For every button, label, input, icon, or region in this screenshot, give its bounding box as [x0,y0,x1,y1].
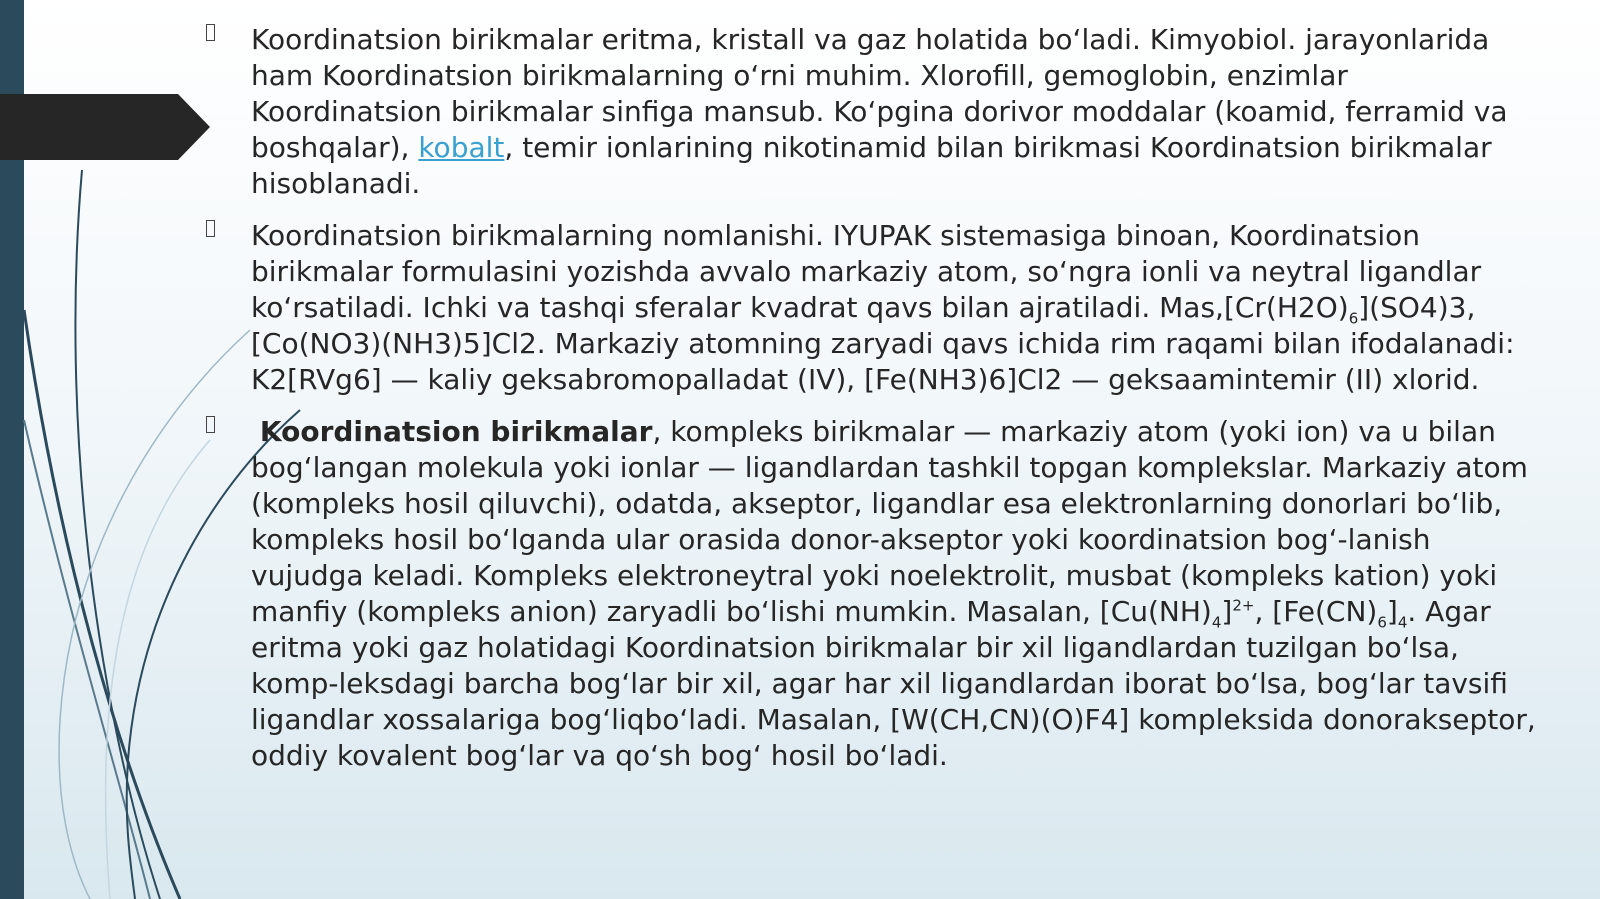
paragraph-text [251,414,1540,774]
text-run: ] [1386,595,1398,628]
kobalt-link[interactable]: kobalt [418,131,505,164]
subscript: 4 [1211,613,1222,632]
text-run: . Agar eritma yoki gaz holatidagi Koordinatsion birikmalar bir xil ligandlardan tuzilgan bo‘lsa, komp-leksdagi barcha bog‘lar bir xil, agar har xil ligandlardan iborat bo‘lsa, bog‘lar tavsifi ligandlar xossalariga bog‘liqbo‘ladi. Masalan, [W(CH,CN)(O)F4] kompleksida donorakseptor, oddiy kovalent bog‘lar va qo‘sh bog‘ hosil bo‘ladi. [251,595,1536,772]
paragraph-text [251,218,1540,398]
slide-content [200,22,1540,790]
bold-term: Koordinatsion birikmalar [259,415,653,448]
bullet-paragraph-2 [200,218,1540,398]
paragraph-text [251,22,1540,202]
text-run: , [Fe(CN) [1254,595,1378,628]
bullet-paragraph-1 [200,22,1540,202]
text-run: , kompleks birikmalar — markaziy atom (yoki ion) va u bilan bog‘langan molekula yoki ionlar — ligandlardan tashkil topgan komplekslar. Markaziy atom (kompleks hosil qiluvchi), odatda, akseptor, ligandlar esa elektronlarning donorlari bo‘lib, kompleks hosil bo‘lganda ular orasida donor-akseptor yoki koordinatsion bog‘-lanish vujudga keladi. Kompleks elektroneytral yoki noelektrolit, musbat (kompleks kation) yoki manfiy (kompleks anion) zaryadli bo‘lishi mumkin. Masalan, [Cu(NH) [251,415,1528,628]
text-run: Koordinatsion birikmalarning nomlanishi. IYUPAK sistemasiga binoan, Koordinatsion birikmalar formulasini yozishda avvalo markaziy atom, so‘ngra ionli va neytral ligandlar ko‘rsatiladi. Ichki va tashqi sferalar kvadrat qavs bilan ajratiladi. Mas,[Cr(H2O) [251,219,1482,324]
subscript: 6 [1348,309,1359,328]
subscript: 6 [1377,613,1387,632]
text-run: Koordinatsion birikmalar eritma, kristall va gaz holatida bo‘ladi. Kimyobiol. jarayonlarida ham Koordinatsion birikmalarning o‘rni muhim. Xlorofill, gemoglobin, enzimlar Koordinatsion birikmalar sinfiga mansub. Ko‘pgina dorivor moddalar (koamid, ferramid va boshqalar), [251,23,1508,164]
subscript: 4 [1397,613,1408,632]
bullet-paragraph-3 [200,414,1540,774]
text-run: ] [1221,595,1233,628]
square-bullet-icon [206,220,215,237]
square-bullet-icon [206,24,215,41]
square-bullet-icon [206,416,215,433]
text-run: ](SO4)3, [Co(NO3)(NH3)5]Cl2. Markaziy atomning zaryadi qavs ichida rim raqami bilan ifodalanadi: K2[RVg6] — kaliy geksabromopalladat (IV), [Fe(NH3)6]Cl2 — geksaamintemir (II) xlorid. [251,291,1515,396]
text-run: , temir ionlarining nikotinamid bilan birikmasi Koordinatsion birikmalar hisoblanadi. [251,131,1492,200]
superscript: 2+ [1232,596,1255,615]
